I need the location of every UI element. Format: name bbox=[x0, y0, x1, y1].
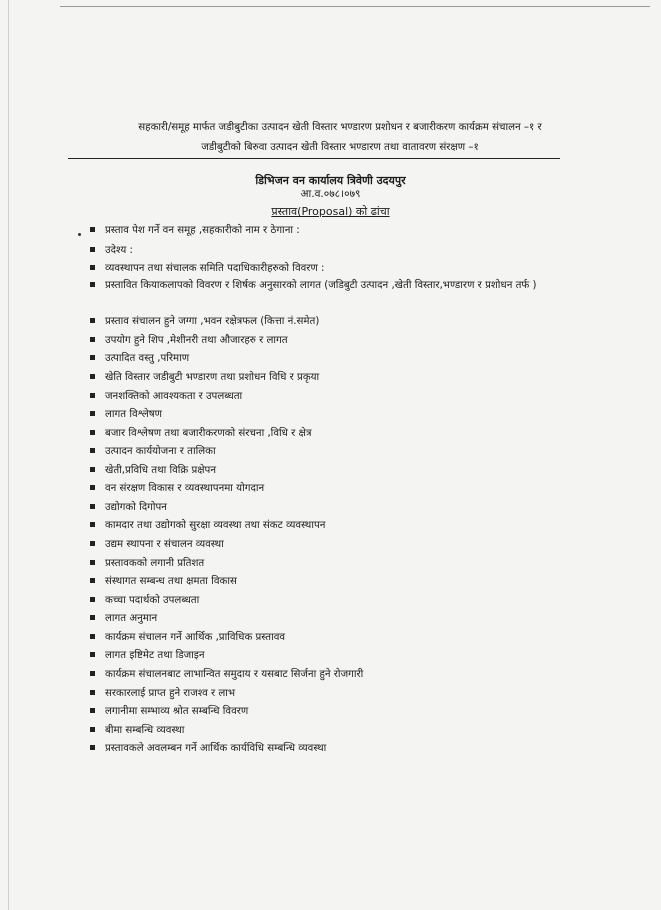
bullet-icon bbox=[90, 671, 95, 676]
list-item bbox=[90, 685, 570, 702]
bullet-icon bbox=[90, 560, 95, 565]
list-item-text: संस्थागत सम्बन्ध तथा क्षमता विकास bbox=[105, 576, 237, 587]
list-item-text: सरकारलाई प्राप्त हुने राजश्व र लाभ bbox=[105, 688, 236, 699]
list-item-text: लागत इष्टिमेट तथा डिजाइन bbox=[105, 650, 205, 661]
list-item-text: लागत अनुमान bbox=[105, 613, 158, 624]
bullet-icon bbox=[90, 485, 95, 490]
bullet-icon bbox=[90, 393, 95, 398]
list-item bbox=[90, 369, 570, 386]
list-item bbox=[90, 277, 570, 294]
program-header bbox=[60, 118, 620, 158]
page-left-edge bbox=[8, 0, 9, 910]
list-item-text: उपयोग हुने शिप ,मेशीनरी तथा औजारहरु र लागत bbox=[105, 335, 288, 346]
list-item bbox=[90, 573, 570, 590]
list-item bbox=[90, 499, 570, 516]
list-item-text: बजार विश्लेषण तथा बजारीकरणको संरचना ,विधि र क्षेत्र bbox=[105, 428, 312, 439]
list-item bbox=[90, 242, 570, 259]
bullet-icon bbox=[90, 727, 95, 732]
list-item-text: कार्यक्रम संचालन गर्ने आर्थिक ,प्राविधिक प्रस्तावव bbox=[105, 632, 286, 643]
list-item bbox=[90, 480, 570, 497]
bullet-icon bbox=[90, 448, 95, 453]
list-item bbox=[90, 332, 570, 349]
bullet-icon bbox=[90, 504, 95, 509]
list-item-text: उदेश्य : bbox=[105, 245, 133, 256]
list-item bbox=[90, 222, 570, 239]
list-item bbox=[90, 406, 570, 423]
list-item bbox=[90, 610, 570, 627]
header-divider bbox=[68, 158, 560, 159]
list-item bbox=[90, 666, 570, 683]
bullet-icon bbox=[90, 541, 95, 546]
fiscal-year: आ.व.०७८।०७९ bbox=[300, 188, 361, 200]
bullet-icon bbox=[90, 745, 95, 750]
bullet-icon bbox=[90, 578, 95, 583]
header-line-1: सहकारी/समूह मार्फत जडीबुटीका उत्पादन खेती विस्तार भण्डारण प्रशोधन र बजारीकरण कार्यक्रम संचालन –१ र bbox=[138, 122, 542, 133]
bullet-icon bbox=[90, 282, 95, 287]
list-item bbox=[90, 555, 570, 572]
list-item bbox=[90, 443, 570, 460]
list-item bbox=[90, 350, 570, 367]
list-item-text: प्रस्तावकले अवलम्बन गर्ने आर्थिक कार्यविधि सम्बन्धि व्यवस्था bbox=[105, 743, 327, 754]
list-item bbox=[90, 462, 570, 479]
bullet-icon bbox=[90, 690, 95, 695]
list-item bbox=[90, 740, 570, 757]
office-name: डिभिजन वन कार्यालय त्रिवेणी उदयपुर bbox=[255, 174, 406, 187]
list-item-text: कार्यक्रम संचालनबाट लाभान्वित समुदाय र यसबाट सिर्जना हुने रोजगारी bbox=[105, 669, 364, 680]
bullet-icon bbox=[90, 411, 95, 416]
proposal-format-title bbox=[0, 204, 661, 219]
list-item-text: प्रस्तावित कियाकलापको विवरण र शिर्षक अनुसारको लागत (जडिबुटी उत्पादन ,खेती विस्तार,भण्डारण र प्रशोधन तर्फ ) bbox=[105, 280, 537, 291]
list-item bbox=[90, 722, 570, 739]
list-item-text: कामदार तथा उद्योगको सुरक्षा व्यवस्था तथा संकट व्यवस्थापन bbox=[105, 520, 326, 531]
list-item-text: प्रस्ताव पेश गर्ने वन समूह ,सहकारीको नाम र ठेगाना : bbox=[105, 225, 300, 236]
list-item bbox=[90, 260, 570, 277]
list-item-text: कच्चा पदार्थको उपलब्धता bbox=[105, 595, 200, 606]
list-item-text: प्रस्तावकको लगानी प्रतिशत bbox=[105, 558, 205, 569]
list-item bbox=[90, 388, 570, 405]
page-top-edge bbox=[60, 6, 650, 7]
list-item bbox=[90, 703, 570, 720]
bullet-icon bbox=[90, 467, 95, 472]
list-item-text: उत्पादन कार्ययोजना र तालिका bbox=[105, 446, 216, 457]
header-line-2: जडीबुटीको बिरुवा उत्पादन खेती विस्तार भण्डारण तथा वातावरण संरक्षण –१ bbox=[201, 142, 479, 153]
stray-mark bbox=[78, 233, 81, 236]
list-item-text: उद्योगको दिगोपन bbox=[105, 502, 167, 513]
bullet-icon bbox=[90, 337, 95, 342]
list-item-text: उद्यम स्थापना र संचालन व्यवस्था bbox=[105, 539, 224, 550]
bullet-icon bbox=[90, 355, 95, 360]
list-item bbox=[90, 629, 570, 646]
list-item-text: बीमा सम्बन्धि व्यवस्था bbox=[105, 725, 185, 736]
list-item bbox=[90, 425, 570, 442]
proposal-format-title-text: प्रस्ताव(Proposal) को ढांचा bbox=[271, 205, 390, 218]
bullet-icon bbox=[90, 265, 95, 270]
list-item bbox=[90, 647, 570, 664]
list-item bbox=[90, 517, 570, 534]
bullet-icon bbox=[90, 227, 95, 232]
list-item-text: लगानीमा सम्भाव्य श्रोत सम्बन्धि विवरण bbox=[105, 706, 249, 717]
bullet-icon bbox=[90, 374, 95, 379]
list-item bbox=[90, 313, 570, 330]
list-item-text: खेति विस्तार जडीबुटी भण्डारण तथा प्रशोधन विधि र प्रकृया bbox=[105, 372, 320, 383]
list-item-text: खेती,प्रविधि तथा विक्रि प्रक्षेपन bbox=[105, 465, 216, 476]
bullet-icon bbox=[90, 615, 95, 620]
list-item-text: वन संरक्षण विकास र व्यवस्थापनमा योगदान bbox=[105, 483, 265, 494]
list-item bbox=[90, 536, 570, 553]
bullet-icon bbox=[90, 247, 95, 252]
bullet-icon bbox=[90, 430, 95, 435]
bullet-icon bbox=[90, 652, 95, 657]
bullet-icon bbox=[90, 318, 95, 323]
list-item-text: लागत विश्लेषण bbox=[105, 409, 162, 420]
list-item-text: उत्पादित वस्तु ,परिमाण bbox=[105, 353, 190, 364]
bullet-icon bbox=[90, 522, 95, 527]
list-item bbox=[90, 592, 570, 609]
list-item-text: जनशक्तिको आवश्यकता र उपलब्धता bbox=[105, 391, 243, 402]
bullet-icon bbox=[90, 708, 95, 713]
bullet-icon bbox=[90, 597, 95, 602]
list-item-text: प्रस्ताव संचालन हुने जग्गा ,भवन रक्षेत्रफल (कित्ता नं.समेत) bbox=[105, 316, 320, 327]
bullet-icon bbox=[90, 634, 95, 639]
list-item-text: व्यवस्थापन तथा संचालक समिति पदाधिकारीहरुको विवरण : bbox=[105, 263, 325, 274]
